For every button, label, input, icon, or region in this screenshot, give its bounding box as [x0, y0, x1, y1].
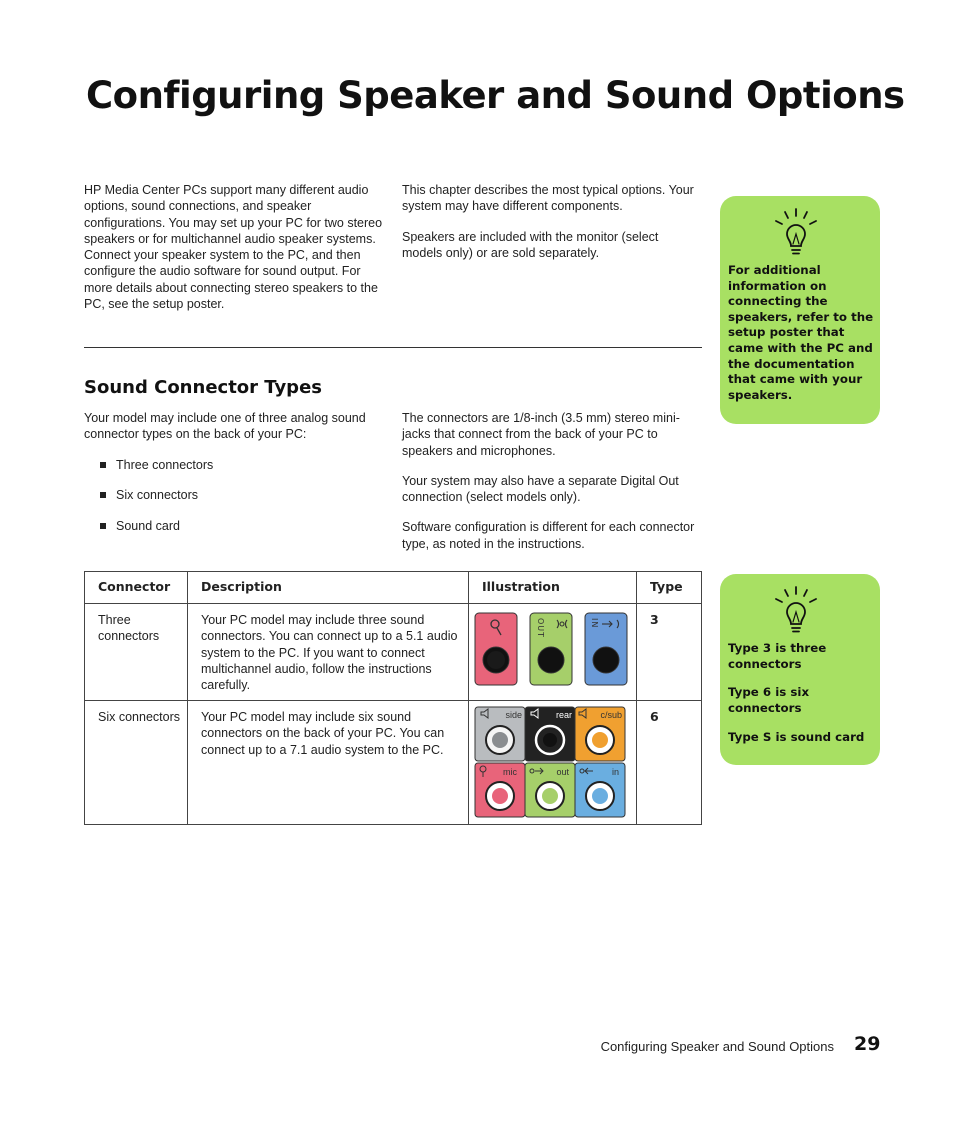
jack-label: IN — [590, 618, 599, 629]
bullet-square-icon — [100, 523, 106, 529]
tip-text: Type S is sound card — [728, 730, 865, 744]
section-right-column — [402, 410, 702, 552]
jack-label: in — [611, 767, 619, 777]
footer-chapter-title: Configuring Speaker and Sound Options — [600, 1039, 834, 1054]
tip-box-types — [720, 574, 880, 765]
tip-text: Type 6 is six connectors — [728, 685, 810, 715]
type-cell: 3 — [637, 604, 702, 701]
intro-paragraph: Speakers are included with the monitor (select models only) or are sold separately. — [402, 229, 659, 260]
section-divider — [84, 347, 702, 348]
jack-label: c/sub — [600, 710, 622, 720]
list-item: Six connectors — [98, 487, 384, 518]
lightbulb-icon — [770, 584, 822, 636]
table-header-row — [85, 572, 702, 604]
tip-text: Type 3 is three connectors — [728, 641, 827, 671]
section-left-column — [84, 410, 384, 548]
illustration-cell — [469, 604, 637, 701]
jack-label: out — [556, 767, 569, 777]
intro-left-column — [84, 182, 384, 312]
tip-box-additional-info — [720, 196, 880, 424]
connector-type-list — [98, 457, 384, 549]
section-paragraph: The connectors are 1/8-inch (3.5 mm) stereo mini-jacks that connect from the back of your PC to speakers and microphones. — [402, 411, 680, 458]
jack-label: rear — [555, 710, 572, 720]
section-paragraph: Software configuration is different for each connector type, as noted in the instructions. — [402, 520, 695, 551]
column-header: Connector — [85, 572, 188, 604]
table-row — [85, 701, 702, 825]
intro-paragraph: HP Media Center PCs support many different audio options, sound connections, and speaker configurations. You may set up your PC for two stereo speakers or for multichannel audio speaker systems. Connect your speaker system to the PC, and then configure the audio software for sound output. For more details about connecting stereo speakers to the PC, see the setup poster. — [84, 183, 383, 312]
tip-text: For additional information on connecting the speakers, refer to the setup poster that came with the PC and the documentation that came with your speakers. — [728, 263, 874, 402]
connector-table — [84, 571, 702, 825]
connector-cell: Three connectors — [85, 604, 188, 701]
six-connector-illustration — [469, 701, 637, 821]
bullet-square-icon — [100, 492, 106, 498]
three-connector-illustration — [469, 604, 637, 694]
page-number: 29 — [854, 1033, 881, 1055]
line-in-jack-icon — [585, 613, 627, 685]
jack-label: mic — [503, 767, 517, 777]
jack-label: side — [505, 710, 522, 720]
rear-jack-icon — [525, 707, 575, 761]
mic-jack-icon — [475, 763, 525, 817]
lightbulb-icon — [770, 206, 822, 258]
intro-paragraph: This chapter describes the most typical options. Your system may have different components. — [402, 183, 694, 214]
illustration-cell — [469, 701, 637, 825]
connector-cell: Six connectors — [85, 701, 188, 825]
section-paragraph: Your system may also have a separate Digital Out connection (select models only). — [402, 473, 679, 505]
description-cell: Your PC model may include three sound connectors. You can connect up to a 5.1 audio system to the PC. If you want to connect multichannel audio, follow the instructions carefully. — [188, 604, 469, 701]
column-header: Description — [188, 572, 469, 604]
page-title: Configuring Speaker and Sound Options — [86, 74, 905, 117]
table-row — [85, 604, 702, 701]
line-out-jack-icon — [530, 613, 572, 685]
line-in-jack-icon — [575, 763, 625, 817]
column-header: Type — [637, 572, 702, 604]
section-heading: Sound Connector Types — [84, 377, 322, 398]
side-jack-icon — [475, 707, 525, 761]
jack-label: OUT — [536, 618, 545, 639]
bullet-square-icon — [100, 462, 106, 468]
description-cell: Your PC model may include six sound connectors on the back of your PC. You can connect up to a 7.1 audio system to the PC. — [188, 701, 469, 825]
list-item: Sound card — [98, 518, 384, 549]
intro-right-column — [402, 182, 702, 261]
column-header: Illustration — [469, 572, 637, 604]
line-out-jack-icon — [525, 763, 575, 817]
section-paragraph: Your model may include one of three analog sound connector types on the back of your PC: — [84, 411, 366, 442]
mic-jack-icon — [475, 613, 517, 685]
type-cell: 6 — [637, 701, 702, 825]
center-sub-jack-icon — [575, 707, 625, 761]
list-item: Three connectors — [98, 457, 384, 488]
